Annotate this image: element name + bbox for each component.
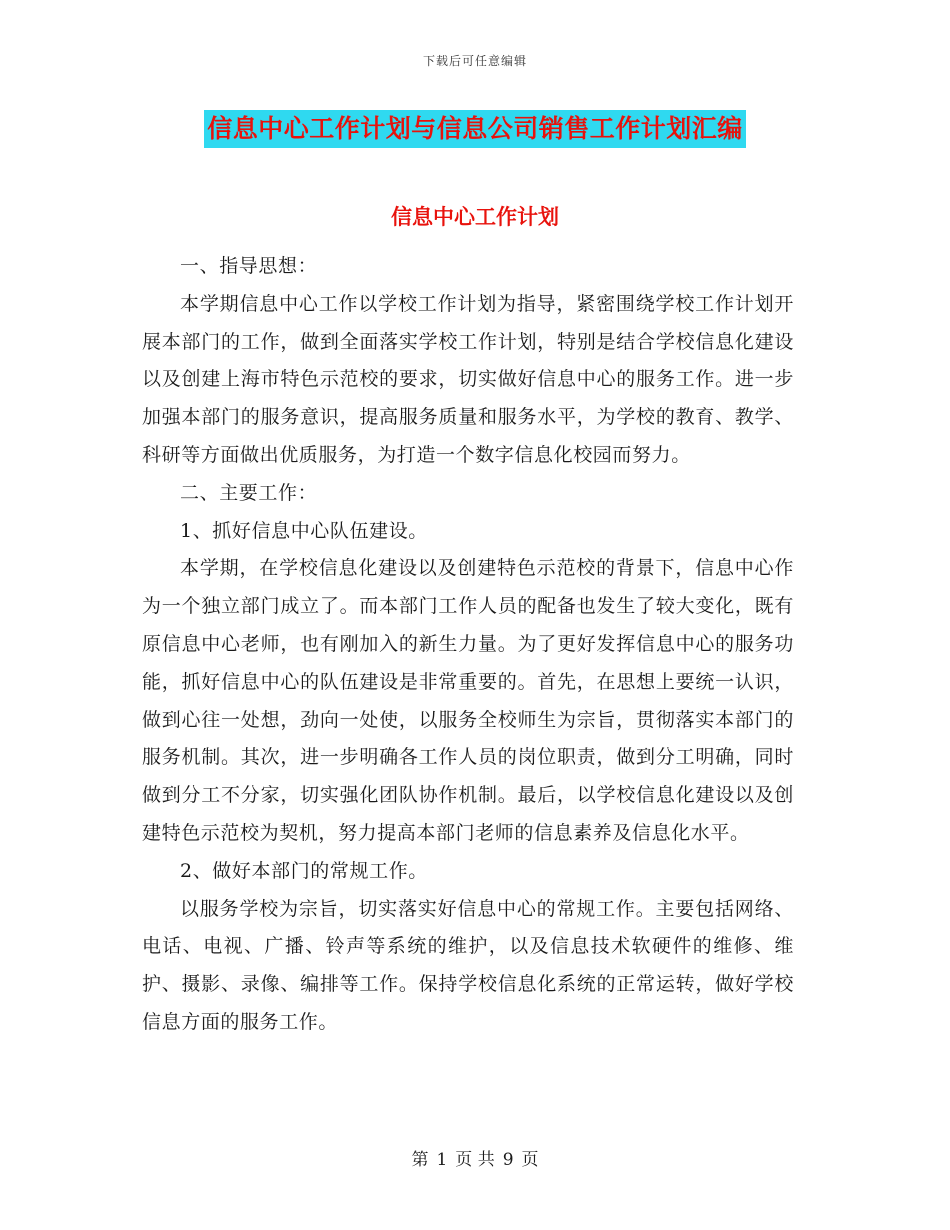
heading-guiding-thought: 一、指导思想： <box>180 255 318 277</box>
page-header-note: 下载后可任意编辑 <box>422 54 527 68</box>
section-title: 信息中心工作计划 <box>391 205 559 229</box>
footer-middle: 页 共 <box>455 1150 495 1170</box>
document-body <box>142 248 794 1042</box>
page-footer <box>0 1145 950 1170</box>
footer-total-pages: 9 <box>502 1150 514 1170</box>
heading-main-work: 二、主要工作： <box>180 481 318 504</box>
footer-page-number: 1 <box>436 1150 448 1170</box>
paragraph-guiding-thought: 本学期信息中心工作以学校工作计划为指导，紧密围绕学校工作计划开展本部门的工作，做到全面落实学校工作计划，特别是结合学校信息化建设以及创建上海市特色示范校的要求，切实做好信息中心的服务工作。进一步加强本部门的服务意识，提高服务质量和服务水平，为学校的教育、教学、科研等方面做出优质服务，为打造一个数字信息化校园而努力。 <box>142 292 794 466</box>
footer-prefix: 第 <box>411 1150 429 1170</box>
item-routine-work: 2、做好本部门的常规工作。 <box>180 859 428 882</box>
paragraph-team-building: 本学期，在学校信息化建设以及创建特色示范校的背景下，信息中心作为一个独立部门成立了。而本部门工作人员的配备也发生了较大变化，既有原信息中心老师，也有刚加入的新生力量。为了更好发挥信息中心的服务功能，抓好信息中心的队伍建设是非常重要的。首先，在思想上要统一认识，做到心往一处想，劲向一处使，以服务全校师生为宗旨，贯彻落实本部门的服务机制。其次，进一步明确各工作人员的岗位职责，做到分工明确，同时做到分工不分家，切实强化团队协作机制。最后，以学校信息化建设以及创建特色示范校为契机，努力提高本部门老师的信息素养及信息化水平。 <box>142 557 794 844</box>
main-title: 信息中心工作计划与信息公司销售工作计划汇编 <box>204 110 746 148</box>
footer-suffix: 页 <box>521 1150 539 1170</box>
item-team-building: 1、抓好信息中心队伍建设。 <box>180 519 428 542</box>
paragraph-routine-work: 以服务学校为宗旨，切实落实好信息中心的常规工作。主要包括网络、电话、电视、广播、铃声等系统的维护，以及信息技术软硬件的维修、维护、摄影、录像、编排等工作。保持学校信息化系统的正常运转，做好学校信息方面的服务工作。 <box>142 897 794 1033</box>
main-title-container <box>0 110 950 148</box>
